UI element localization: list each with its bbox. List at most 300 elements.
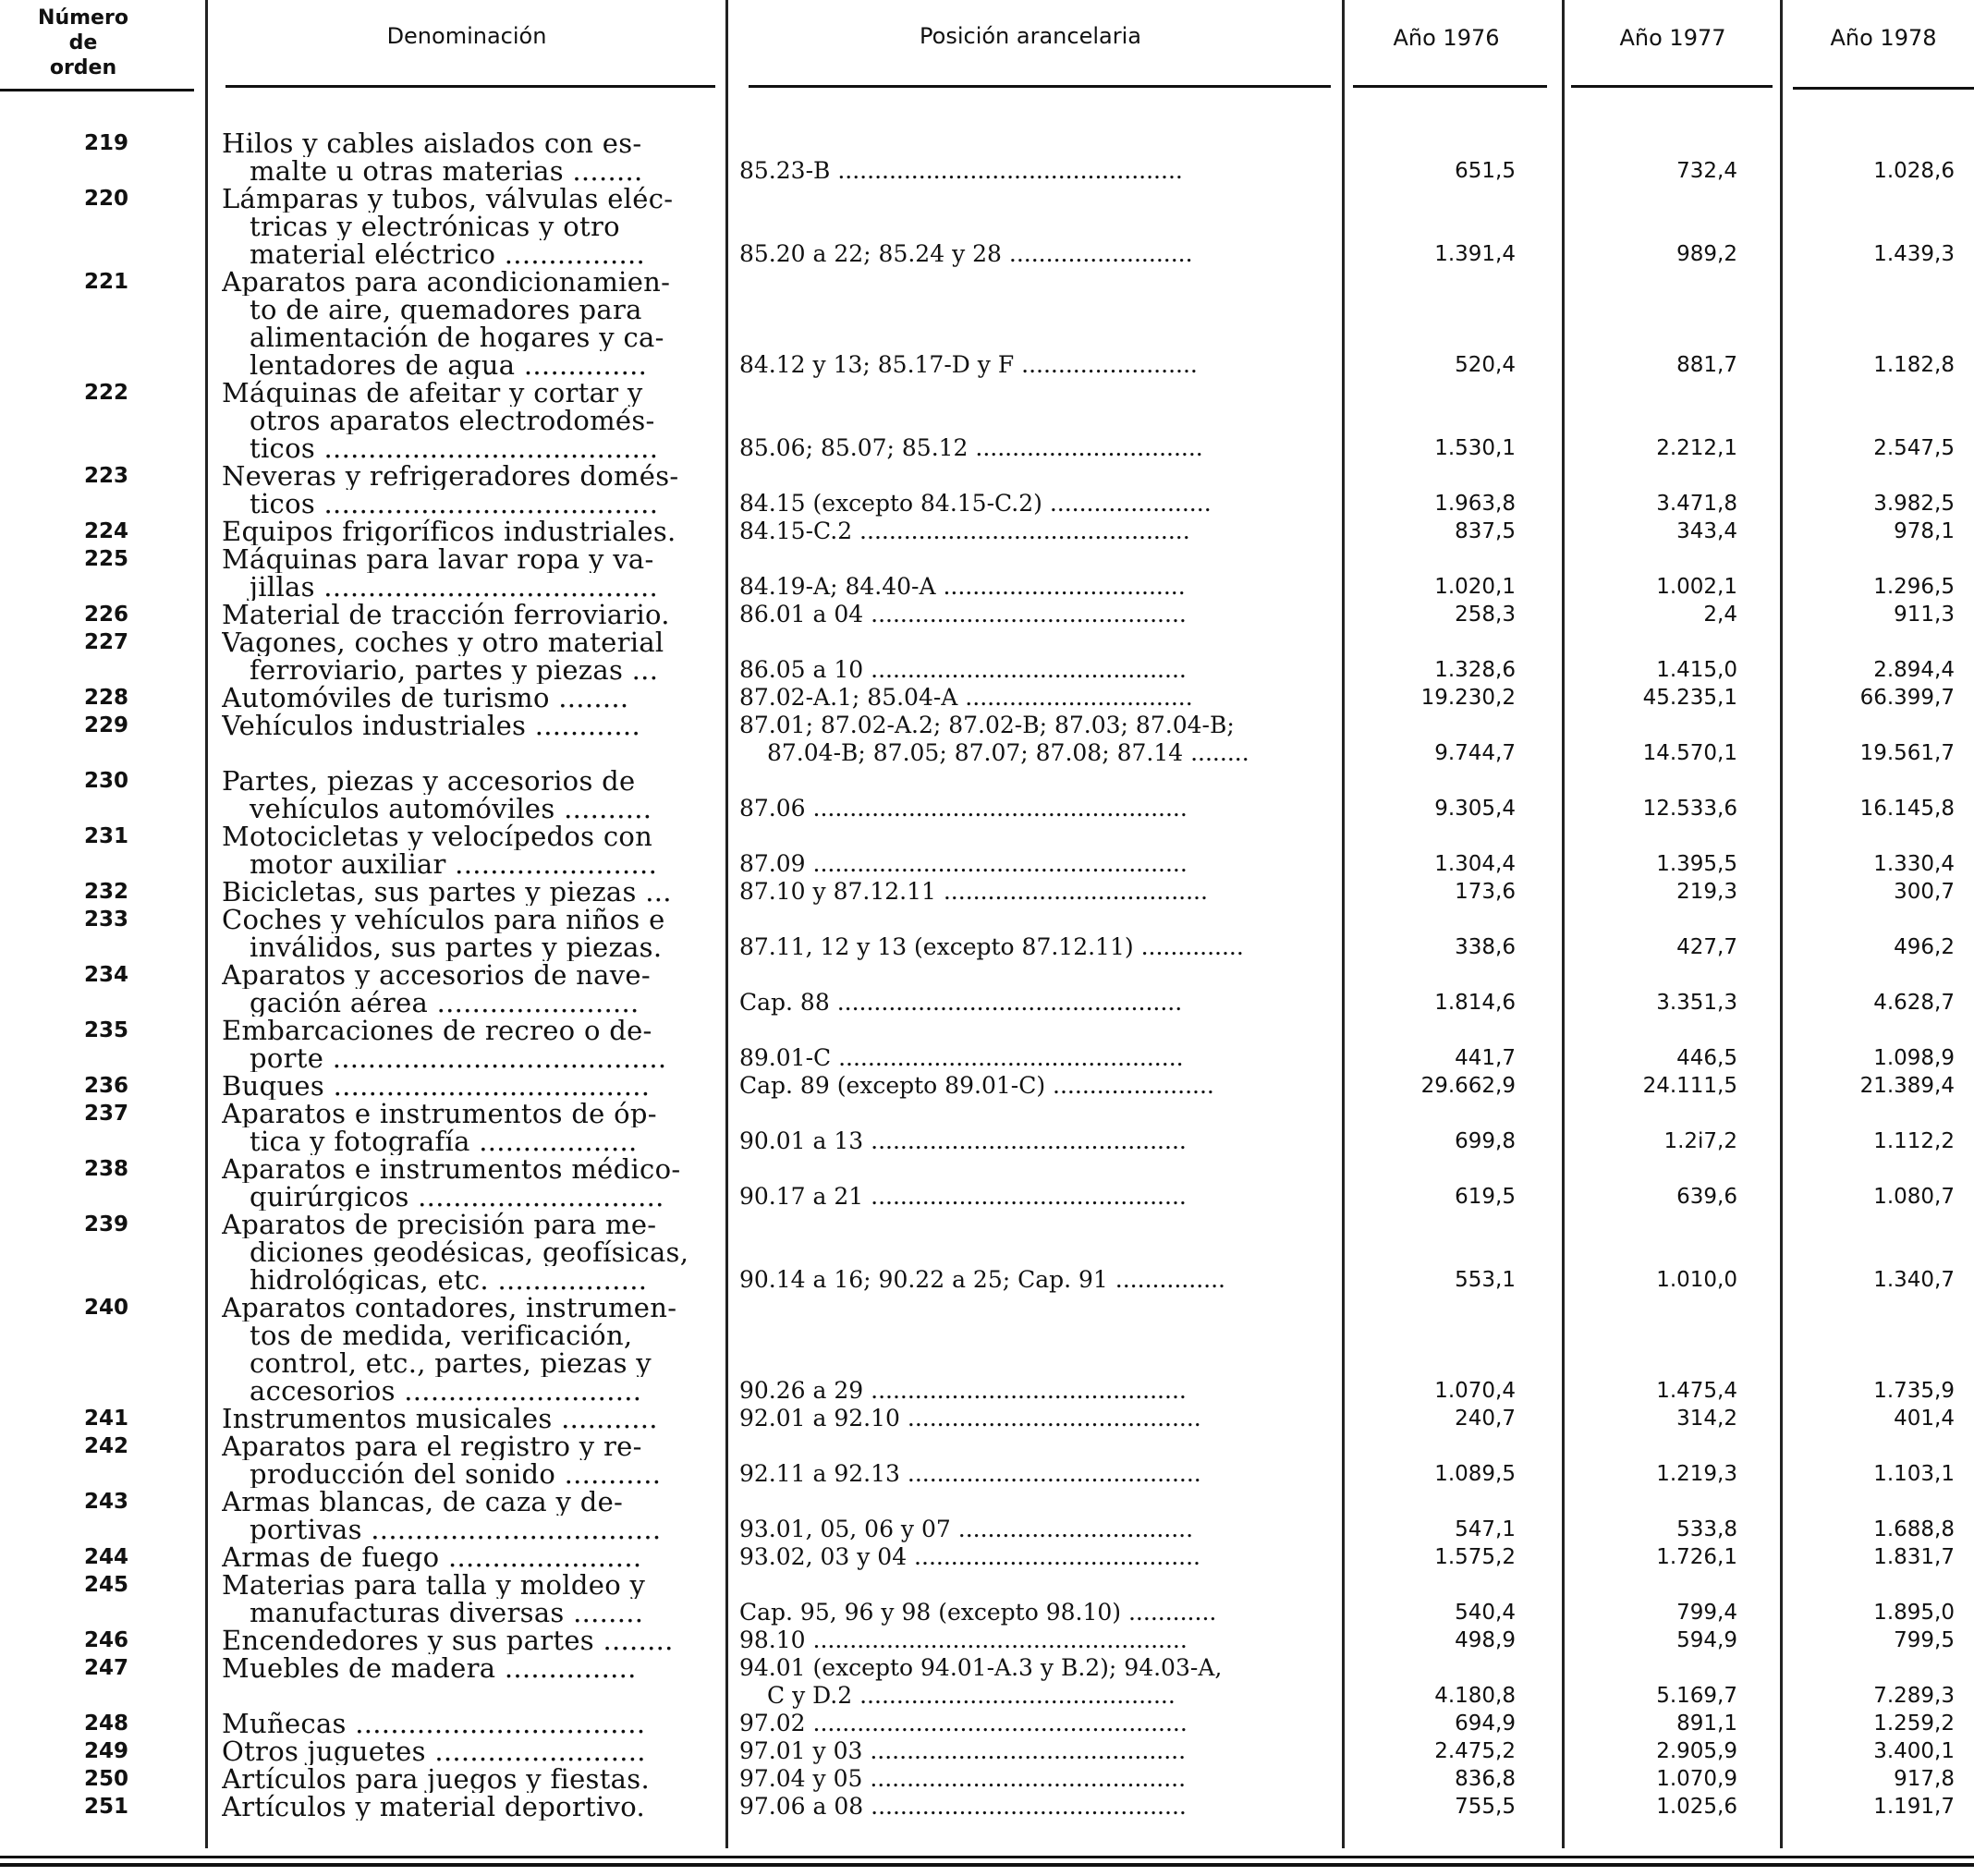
header-rule-1977 [1571,85,1773,88]
header-numero-orden [37,6,129,80]
header-posicion: Posición arancelaria [920,23,1141,49]
row-value-v78: 1.080,7 [1873,1185,1955,1209]
row-number: 251 [83,1795,128,1819]
denominacion-line: Motocicletas y velocípedos con [222,822,653,850]
table-row [0,1017,1974,1072]
denominacion-line: tricas y electrónicas y otro [250,213,620,240]
row-posicion [739,933,1331,961]
row-number: 248 [83,1712,128,1736]
row-number: 226 [83,603,128,627]
row-value-v77: 1.415,0 [1656,658,1737,682]
row-posicion [739,878,1331,906]
row-value-v76: 173,6 [1455,880,1516,904]
denominacion-line: Hilos y cables aislados con es- [222,129,642,157]
header-rule-den [225,85,715,88]
row-value-v77: 14.570,1 [1642,741,1737,765]
table-row [0,712,1974,767]
row-denominacion [222,1626,710,1654]
row-number: 237 [83,1102,128,1126]
posicion-line: 86.01 a 04 ........................................... [739,601,1187,627]
row-value-v76: 1.304,4 [1434,852,1516,876]
denominacion-line: Equipos frigoríficos industriales. [222,518,676,545]
row-posicion [739,1793,1331,1821]
denominacion-line: hidrológicas, etc. ................. [250,1266,648,1294]
row-value-v76: 836,8 [1455,1767,1516,1791]
denominacion-line: Aparatos e instrumentos médico- [222,1155,681,1183]
row-value-v78: 401,4 [1894,1407,1955,1431]
header-numero-line: Número [38,6,128,30]
row-value-v78: 1.182,8 [1873,353,1955,377]
row-denominacion [222,129,710,185]
table-row [0,1294,1974,1405]
row-denominacion [222,1488,710,1543]
header-rule-1978 [1793,87,1974,90]
row-value-v78: 1.259,2 [1873,1712,1955,1736]
row-value-v78: 16.145,8 [1859,797,1955,821]
denominacion-line: ferroviario, partes y piezas ... [250,656,659,684]
row-value-v76: 694,9 [1455,1712,1516,1736]
denominacion-line: quirúrgicos ............................ [250,1183,664,1211]
row-posicion [739,1266,1331,1294]
row-denominacion [222,379,710,462]
row-value-v77: 989,2 [1676,242,1737,266]
row-number: 235 [83,1018,128,1042]
row-number: 225 [83,547,128,571]
denominacion-line: to de aire, quemadores para [250,296,642,323]
posicion-line: 87.10 y 87.12.11 .................................... [739,878,1208,905]
row-number: 227 [83,630,128,654]
row-value-v77: 24.111,5 [1642,1074,1737,1098]
row-posicion [739,434,1331,462]
row-posicion [739,1765,1331,1793]
table-row [0,906,1974,961]
row-posicion [739,1377,1331,1405]
row-number: 234 [83,963,128,987]
table-body [0,129,1974,1821]
row-value-v76: 699,8 [1455,1129,1516,1153]
denominacion-line: Aparatos e instrumentos de óp- [222,1100,657,1127]
row-number: 219 [83,131,128,155]
posicion-line: 86.05 a 10 ........................................... [739,656,1187,683]
row-denominacion [222,1294,710,1405]
row-value-v77: 446,5 [1676,1046,1737,1070]
posicion-line: 87.02-A.1; 85.04-A ............................... [739,684,1193,711]
table-row [0,822,1974,878]
denominacion-line: Aparatos para acondicionamien- [222,268,671,296]
table-row [0,1654,1974,1710]
row-number: 229 [83,713,128,737]
posicion-line: C y D.2 ........................................... [767,1682,1176,1709]
row-value-v77: 2.212,1 [1656,436,1737,460]
row-number: 238 [83,1157,128,1181]
row-value-v76: 19.230,2 [1420,686,1516,710]
row-value-v76: 755,5 [1455,1795,1516,1819]
posicion-line: 84.15-C.2 ............................................. [739,518,1190,544]
row-posicion [739,656,1331,684]
row-value-v76: 1.328,6 [1434,658,1516,682]
posicion-line: 93.01, 05, 06 y 07 ................................ [739,1516,1194,1542]
row-value-v77: 45.235,1 [1642,686,1737,710]
denominacion-line: Neveras y refrigeradores domés- [222,462,679,490]
header-ano-1976: Año 1976 [1393,25,1500,51]
denominacion-line: Embarcaciones de recreo o de- [222,1017,652,1044]
posicion-line: 87.04-B; 87.05; 87.07; 87.08; 87.14 ........ [767,739,1249,766]
table-row [0,1211,1974,1294]
denominacion-line: lentadores de agua .............. [250,351,648,379]
row-value-v78: 978,1 [1894,519,1955,543]
header-ano-1978: Año 1978 [1830,25,1937,51]
row-denominacion [222,822,710,878]
row-posicion [739,712,1331,767]
denominacion-line: Armas de fuego ...................... [222,1543,642,1571]
row-value-v77: 314,2 [1676,1407,1737,1431]
row-value-v77: 1.726,1 [1656,1545,1737,1569]
denominacion-line: diciones geodésicas, geofísicas, [250,1238,689,1266]
row-value-v76: 29.662,9 [1420,1074,1516,1098]
denominacion-line: Artículos para juegos y fiestas. [222,1765,650,1793]
posicion-line: 97.04 y 05 ........................................... [739,1765,1187,1792]
table-row [0,1405,1974,1432]
row-posicion [739,573,1331,601]
row-value-v76: 4.180,8 [1434,1684,1516,1708]
row-value-v77: 881,7 [1676,353,1737,377]
row-value-v78: 1.296,5 [1873,575,1955,599]
row-value-v76: 1.530,1 [1434,436,1516,460]
posicion-line: 84.19-A; 84.40-A ................................. [739,573,1186,600]
row-value-v78: 7.289,3 [1873,1684,1955,1708]
row-value-v77: 1.475,4 [1656,1379,1737,1403]
row-denominacion [222,185,710,268]
row-value-v76: 520,4 [1455,353,1516,377]
denominacion-line: Muñecas ................................. [222,1710,646,1737]
row-denominacion [222,1017,710,1072]
table-row [0,601,1974,628]
posicion-line: Cap. 95, 96 y 98 (excepto 98.10) ............ [739,1599,1217,1626]
row-posicion [739,1626,1331,1654]
row-value-v76: 1.070,4 [1434,1379,1516,1403]
row-number: 231 [83,824,128,848]
denominacion-line: jillas ...................................... [250,573,658,601]
table-row [0,1765,1974,1793]
row-denominacion [222,684,710,712]
row-denominacion [222,518,710,545]
row-value-v77: 1.070,9 [1656,1767,1737,1791]
row-value-v76: 240,7 [1455,1407,1516,1431]
row-denominacion [222,1405,710,1432]
table-row [0,129,1974,185]
posicion-line: 87.11, 12 y 13 (excepto 87.12.11) .............. [739,933,1244,960]
bottom-rule-bottom [0,1863,1974,1867]
table-row [0,767,1974,822]
posicion-line: 89.01-C ............................................... [739,1044,1184,1071]
row-value-v78: 1.688,8 [1873,1517,1955,1541]
posicion-line: 97.02 ................................................... [739,1710,1188,1736]
row-value-v77: 5.169,7 [1656,1684,1737,1708]
denominacion-line: Coches y vehículos para niños e [222,906,665,933]
row-posicion [739,518,1331,545]
denominacion-line: Bicicletas, sus partes y piezas ... [222,878,672,906]
table-row [0,1432,1974,1488]
denominacion-line: Automóviles de turismo ........ [222,684,629,712]
row-value-v78: 1.191,7 [1873,1795,1955,1819]
row-value-v78: 2.894,4 [1873,658,1955,682]
row-value-v76: 498,9 [1455,1628,1516,1652]
row-value-v76: 837,5 [1455,519,1516,543]
table-row [0,878,1974,906]
row-value-v78: 911,3 [1894,603,1955,627]
row-value-v76: 9.305,4 [1434,797,1516,821]
denominacion-line: inválidos, sus partes y piezas. [250,933,663,961]
row-value-v76: 619,5 [1455,1185,1516,1209]
row-value-v78: 19.561,7 [1859,741,1955,765]
row-denominacion [222,1710,710,1737]
denominacion-line: Máquinas de afeitar y cortar y [222,379,643,407]
table-row [0,1737,1974,1765]
row-value-v76: 1.391,4 [1434,242,1516,266]
denominacion-line: Máquinas para lavar ropa y va- [222,545,654,573]
posicion-line: 97.01 y 03 ........................................... [739,1737,1187,1764]
header-de-line: de [68,31,98,55]
denominacion-line: Muebles de madera ............... [222,1654,637,1682]
row-denominacion [222,712,710,739]
row-value-v76: 1.814,6 [1434,991,1516,1015]
denominacion-line: vehículos automóviles .......... [250,795,652,822]
row-value-v78: 1.735,9 [1873,1379,1955,1403]
row-value-v77: 3.351,3 [1656,991,1737,1015]
row-number: 236 [83,1074,128,1098]
posicion-line: 84.15 (excepto 84.15-C.2) ...................... [739,490,1212,517]
row-value-v76: 441,7 [1455,1046,1516,1070]
row-value-v77: 1.395,5 [1656,852,1737,876]
denominacion-line: material eléctrico ................ [250,240,646,268]
row-value-v78: 496,2 [1894,935,1955,959]
row-denominacion [222,1571,710,1626]
posicion-line: 85.20 a 22; 85.24 y 28 ......................... [739,240,1193,267]
row-value-v78: 1.028,6 [1873,159,1955,183]
row-value-v78: 1.103,1 [1873,1462,1955,1486]
row-posicion [739,1543,1331,1571]
table-row [0,628,1974,684]
row-value-v76: 9.744,7 [1434,741,1516,765]
row-denominacion [222,1100,710,1155]
row-value-v77: 639,6 [1676,1185,1737,1209]
posicion-line: 87.06 ................................................... [739,795,1188,822]
row-value-v77: 1.2i7,2 [1663,1129,1737,1153]
row-number: 249 [83,1739,128,1763]
posicion-line: 85.23-B ............................................... [739,157,1183,184]
row-number: 245 [83,1573,128,1597]
row-value-v78: 3.400,1 [1873,1739,1955,1763]
row-value-v76: 553,1 [1455,1268,1516,1292]
table-row [0,1072,1974,1100]
row-denominacion [222,961,710,1017]
denominacion-line: Artículos y material deportivo. [222,1793,646,1821]
row-value-v78: 917,8 [1894,1767,1955,1791]
row-value-v76: 338,6 [1455,935,1516,959]
row-number: 250 [83,1767,128,1791]
row-number: 223 [83,464,128,488]
row-value-v77: 427,7 [1676,935,1737,959]
row-number: 224 [83,519,128,543]
denominacion-line: Vagones, coches y otro material [222,628,664,656]
row-number: 221 [83,270,128,294]
denominacion-line: Lámparas y tubos, válvulas eléc- [222,185,674,213]
denominacion-line: porte ...................................... [250,1044,667,1072]
row-value-v78: 1.831,7 [1873,1545,1955,1569]
denominacion-line: control, etc., partes, piezas y [250,1349,652,1377]
posicion-line: 87.09 ................................................... [739,850,1188,877]
table-row [0,961,1974,1017]
table-row [0,1626,1974,1654]
row-denominacion [222,1211,710,1294]
row-value-v78: 1.439,3 [1873,242,1955,266]
row-posicion [739,157,1331,185]
posicion-line: 90.14 a 16; 90.22 a 25; Cap. 91 ............... [739,1266,1225,1293]
denominacion-line: producción del sonido ........... [250,1460,662,1488]
bottom-rule-top [0,1856,1974,1858]
denominacion-line: Aparatos y accesorios de nave- [222,961,651,989]
denominacion-line: Encendedores y sus partes ........ [222,1626,674,1654]
table-row [0,1543,1974,1571]
table-row [0,1571,1974,1626]
posicion-line: 92.01 a 92.10 ........................................ [739,1405,1201,1431]
row-value-v77: 343,4 [1676,519,1737,543]
row-number: 241 [83,1407,128,1431]
row-denominacion [222,628,710,684]
row-denominacion [222,1793,710,1821]
row-value-v77: 1.002,1 [1656,575,1737,599]
denominacion-line: Instrumentos musicales ........... [222,1405,658,1432]
header-denominacion: Denominación [386,23,547,49]
denominacion-line: manufacturas diversas ........ [250,1599,644,1626]
row-posicion [739,240,1331,268]
row-value-v78: 2.547,5 [1873,436,1955,460]
row-value-v77: 2,4 [1703,603,1737,627]
row-number: 233 [83,908,128,932]
posicion-line: 98.10 ................................................... [739,1626,1188,1653]
denominacion-line: malte u otras materias ........ [250,157,643,185]
header-orden-line: orden [49,56,117,79]
row-value-v76: 2.475,2 [1434,1739,1516,1763]
denominacion-line: Aparatos para el registro y re- [222,1432,642,1460]
row-value-v76: 1.963,8 [1434,492,1516,516]
posicion-line: 84.12 y 13; 85.17-D y F ........................ [739,351,1198,378]
posicion-line: 92.11 a 92.13 ........................................ [739,1460,1201,1487]
row-value-v76: 540,4 [1455,1601,1516,1625]
row-value-v76: 547,1 [1455,1517,1516,1541]
posicion-line: 90.26 a 29 ........................................... [739,1377,1187,1404]
denominacion-line: motor auxiliar ....................... [250,850,658,878]
row-value-v77: 891,1 [1676,1712,1737,1736]
table-row [0,545,1974,601]
row-value-v77: 533,8 [1676,1517,1737,1541]
table-row [0,462,1974,518]
posicion-line: Cap. 89 (excepto 89.01-C) ...................... [739,1072,1214,1099]
posicion-line: 97.06 a 08 ........................................... [739,1793,1187,1820]
denominacion-line: Vehículos industriales ............ [222,712,640,739]
row-posicion [739,850,1331,878]
row-posicion [739,1737,1331,1765]
row-value-v78: 1.340,7 [1873,1268,1955,1292]
posicion-line: 90.01 a 13 ........................................... [739,1127,1187,1154]
row-value-v78: 1.330,4 [1873,852,1955,876]
row-value-v76: 1.575,2 [1434,1545,1516,1569]
row-value-v77: 2.905,9 [1656,1739,1737,1763]
table-row [0,1793,1974,1821]
row-denominacion [222,1543,710,1571]
table-row [0,684,1974,712]
row-posicion [739,351,1331,379]
denominacion-line: otros aparatos electrodomés- [250,407,655,434]
header-rule-pos [749,85,1331,88]
row-denominacion [222,1765,710,1793]
row-denominacion [222,878,710,906]
row-value-v76: 258,3 [1455,603,1516,627]
denominacion-line: tica y fotografía .................. [250,1127,638,1155]
row-value-v78: 21.389,4 [1859,1074,1955,1098]
table-row [0,268,1974,379]
table-row [0,1710,1974,1737]
row-value-v77: 732,4 [1676,159,1737,183]
row-number: 220 [83,187,128,211]
row-denominacion [222,601,710,628]
row-number: 244 [83,1545,128,1569]
row-value-v77: 12.533,6 [1642,797,1737,821]
row-posicion [739,1654,1331,1710]
row-posicion [739,1072,1331,1100]
posicion-line: 93.02, 03 y 04 ....................................... [739,1543,1200,1570]
row-value-v77: 594,9 [1676,1628,1737,1652]
row-posicion [739,1044,1331,1072]
table-row [0,1155,1974,1211]
row-denominacion [222,767,710,822]
row-denominacion [222,462,710,518]
row-value-v78: 1.895,0 [1873,1601,1955,1625]
row-value-v78: 66.399,7 [1859,686,1955,710]
denominacion-line: ticos ...................................... [250,434,659,462]
table-row [0,379,1974,462]
row-value-v78: 799,5 [1894,1628,1955,1652]
row-value-v77: 3.471,8 [1656,492,1737,516]
row-number: 230 [83,769,128,793]
row-denominacion [222,1654,710,1682]
row-value-v76: 1.020,1 [1434,575,1516,599]
row-value-v78: 300,7 [1894,880,1955,904]
denominacion-line: Aparatos contadores, instrumen- [222,1294,677,1322]
row-number: 247 [83,1656,128,1680]
denominacion-line: Aparatos de precisión para me- [222,1211,657,1238]
posicion-line: Cap. 88 ............................................... [739,989,1183,1016]
row-number: 246 [83,1628,128,1652]
header-rule-num [0,89,194,91]
row-denominacion [222,1072,710,1100]
row-value-v77: 1.025,6 [1656,1795,1737,1819]
row-value-v78: 1.098,9 [1873,1046,1955,1070]
row-denominacion [222,1432,710,1488]
row-value-v76: 1.089,5 [1434,1462,1516,1486]
denominacion-line: ticos ...................................... [250,490,659,518]
row-value-v78: 3.982,5 [1873,492,1955,516]
header-ano-1977: Año 1977 [1619,25,1726,51]
posicion-line: 85.06; 85.07; 85.12 ............................... [739,434,1203,461]
denominacion-line: gación aérea ....................... [250,989,640,1017]
posicion-line: 94.01 (excepto 94.01-A.3 y B.2); 94.03-A, [739,1654,1223,1681]
row-posicion [739,989,1331,1017]
row-posicion [739,1405,1331,1432]
denominacion-line: tos de medida, verificación, [250,1322,633,1349]
row-value-v77: 1.010,0 [1656,1268,1737,1292]
row-number: 242 [83,1434,128,1458]
